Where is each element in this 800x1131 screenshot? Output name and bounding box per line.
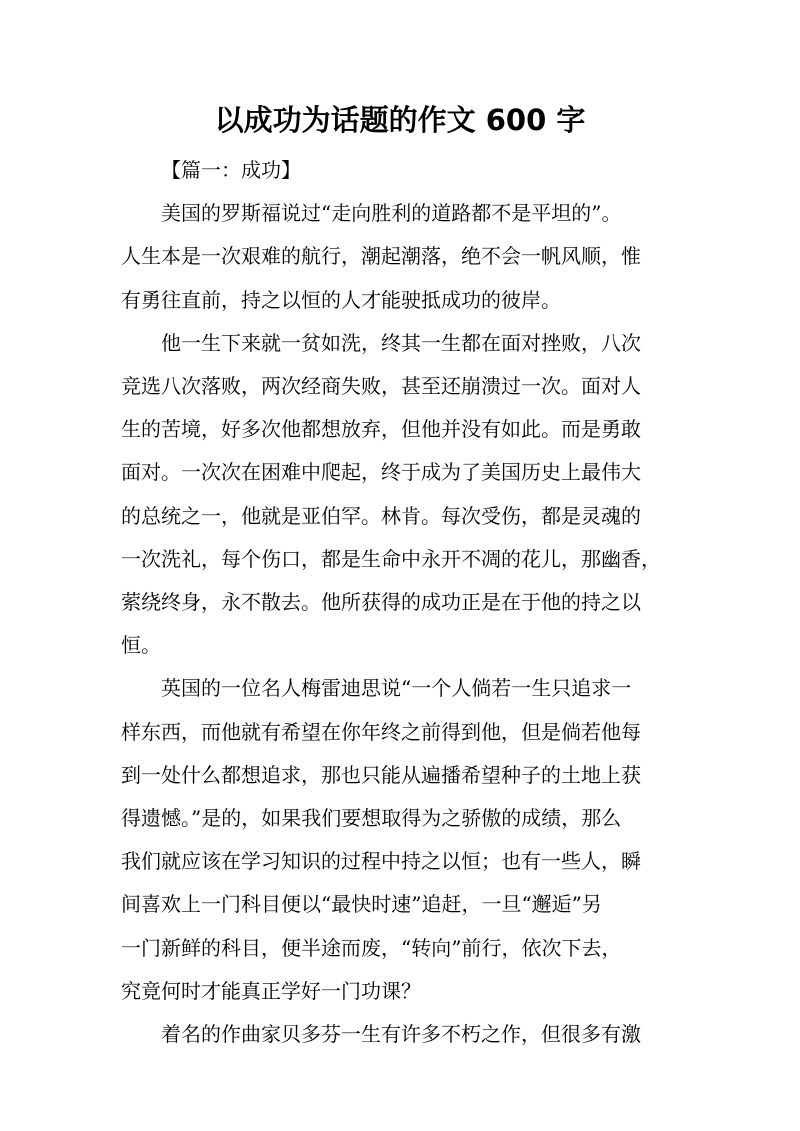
paragraph-line: 萦绕终身，永不散去。他所获得的成功正是在于他的持之以 [121, 590, 641, 615]
document-title: 以成功为话题的作文 600 字 [214, 103, 586, 137]
paragraph-line: 到一处什么都想追求，那也只能从遍播希望种子的土地上获 [121, 762, 641, 787]
paragraph-line: 英国的一位名人梅雷迪思说“一个人倘若一生只追求一 [161, 676, 632, 701]
paragraph-line: 的总统之一，他就是亚伯罕。林肯。每次受伤，都是灵魂的 [121, 503, 641, 528]
paragraph-line: 究竟何时才能真正学好一门功课？ [121, 978, 421, 1003]
paragraph-line: 有勇往直前，持之以恒的人才能驶抵成功的彼岸。 [121, 287, 561, 312]
paragraph-line: 一次洗礼，每个伤口，都是生命中永开不凋的花儿，那幽香， [121, 546, 661, 571]
paragraph-line: 着名的作曲家贝多芬一生有许多不朽之作，但很多有激 [161, 1022, 641, 1047]
paragraph-3 [121, 667, 687, 1013]
paragraph-line: 间喜欢上一门科目便以“最快时速”追赶，一旦“邂逅”另 [121, 892, 602, 917]
paragraph-line: 恒。 [121, 633, 161, 658]
paragraph-line: 生的苦境，好多次他都想放弃，但他并没有如此。而是勇敢 [121, 417, 641, 442]
paragraph-line: 美国的罗斯福说过“走向胜利的道路都不是平坦的”。 [161, 201, 622, 226]
paragraph-line: 竞选八次落败，两次经商失败，甚至还崩溃过一次。面对人 [121, 374, 641, 399]
paragraph-line: 人生本是一次艰难的航行，潮起潮落，绝不会一帆风顺，惟 [121, 244, 641, 269]
paragraph-2 [121, 322, 687, 668]
paragraph-4 [121, 1013, 687, 1056]
paragraph-line: 一门新鲜的科目，便半途而废，“转向”前行，依次下去， [121, 935, 622, 960]
document-body [121, 149, 687, 1056]
paragraph-line: 他一生下来就一贫如洗，终其一生都在面对挫败，八次 [161, 330, 641, 355]
paragraph-line: 面对。一次次在困难中爬起，终于成为了美国历史上最伟大 [121, 460, 641, 485]
paragraph-line: 我们就应该在学习知识的过程中持之以恒；也有一些人，瞬 [121, 849, 641, 874]
paragraph-line: 得遗憾。”是的，如果我们要想取得为之骄傲的成绩，那么 [121, 806, 622, 831]
section-heading: 【篇一：成功】 [161, 158, 301, 182]
paragraph-line: 样东西，而他就有希望在你年终之前得到他，但是倘若他每 [121, 719, 641, 744]
paragraph-1 [121, 192, 687, 322]
